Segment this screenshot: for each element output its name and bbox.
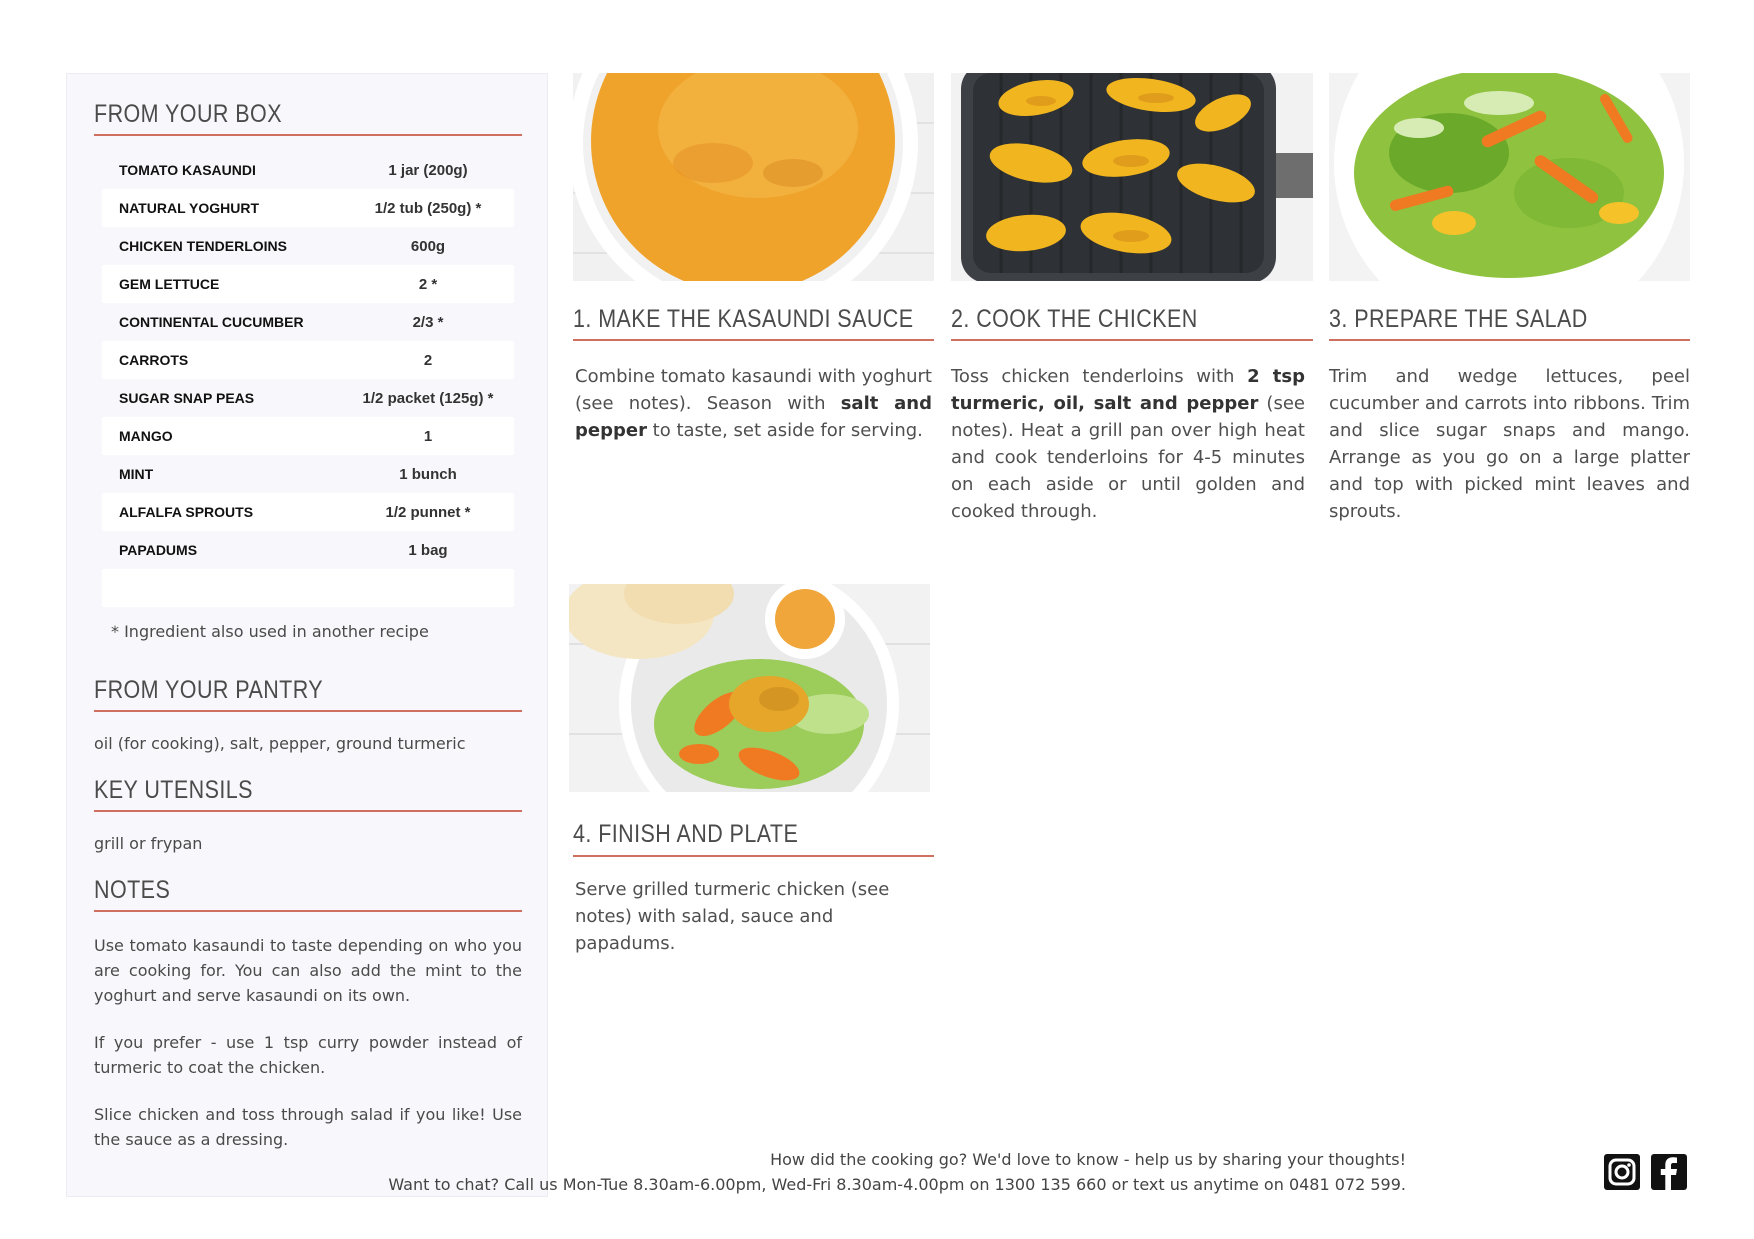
- step2-photo: [951, 73, 1313, 281]
- instagram-icon[interactable]: [1603, 1153, 1641, 1191]
- step3-photo: [1329, 73, 1690, 281]
- ingredient-row: [102, 455, 514, 493]
- step-text: Serve grilled turmeric chicken (see notes) with salad, sauce and papadums.: [575, 879, 890, 954]
- ingredient-qty: 2: [423, 352, 433, 369]
- step2-title: 2. COOK THE CHICKEN: [951, 305, 1198, 333]
- section-rule: [94, 710, 522, 712]
- ingredient-qty: 600g: [410, 238, 446, 255]
- ingredient-qty: 2 *: [418, 276, 438, 293]
- ingredient-row: [102, 151, 514, 189]
- ingredient-name: CONTINENTAL CUCUMBER: [119, 314, 304, 330]
- ingredient-name: GEM LETTUCE: [119, 276, 220, 292]
- section-rule: [94, 810, 522, 812]
- ingredient-qty: 1 bunch: [399, 466, 457, 483]
- step1-photo: [573, 73, 934, 281]
- ingredient-name: MANGO: [119, 428, 173, 444]
- ingredient-row: [102, 379, 514, 417]
- from-your-pantry-title: FROM YOUR PANTRY: [94, 676, 324, 704]
- feedback-footer: [388, 1147, 1406, 1197]
- ingredient-qty: 1/2 packet (125g) *: [362, 390, 494, 407]
- step-text: Combine tomato kasaundi with yoghurt (see notes). Season with: [575, 366, 932, 414]
- ingredient-qty: 2/3 *: [412, 314, 444, 331]
- ingredient-table: [102, 151, 514, 607]
- ingredient-qty: 1/2 punnet *: [385, 504, 471, 521]
- ingredients-sidebar: [66, 73, 548, 1197]
- utensils-text: grill or frypan: [94, 834, 203, 853]
- step2-body: [951, 363, 1305, 525]
- step-rule: [951, 339, 1313, 341]
- ingredient-row: [102, 417, 514, 455]
- step-bold-text: salt and pepper: [575, 393, 932, 441]
- ingredient-name: TOMATO KASAUNDI: [119, 162, 256, 178]
- step1-body: [575, 363, 932, 444]
- note-paragraph: If you prefer - use 1 tsp curry powder instead of turmeric to coat the chicken.: [94, 1033, 522, 1077]
- pantry-text: oil (for cooking), salt, pepper, ground turmeric: [94, 734, 466, 753]
- facebook-icon[interactable]: [1650, 1153, 1688, 1191]
- ingredient-row: [102, 341, 514, 379]
- step-text: Toss chicken tenderloins with: [951, 366, 1248, 387]
- step-rule: [573, 855, 934, 857]
- section-rule: [94, 910, 522, 912]
- ingredient-row: [102, 189, 514, 227]
- from-your-box-title: FROM YOUR BOX: [94, 100, 282, 128]
- note-paragraph: Use tomato kasaundi to taste depending on who you are cooking for. You can also add the mint to the yoghurt and serve kasaundi on its own.: [94, 936, 522, 1005]
- ingredient-row: [102, 303, 514, 341]
- ingredient-name: ALFALFA SPROUTS: [119, 504, 254, 520]
- ingredient-qty: 1/2 tub (250g) *: [374, 200, 482, 217]
- contact-line: Want to chat? Call us Mon-Tue 8.30am-6.00pm, Wed-Fri 8.30am-4.00pm on 1300 135 660 or text us anytime on 0481 072 599.: [388, 1175, 1406, 1194]
- ingredient-footnote: * Ingredient also used in another recipe: [111, 622, 429, 641]
- key-utensils-title: KEY UTENSILS: [94, 776, 253, 804]
- ingredient-name: NATURAL YOGHURT: [119, 200, 259, 216]
- section-rule: [94, 134, 522, 136]
- ingredient-row-empty: [102, 569, 514, 607]
- step-text: Trim and wedge lettuces, peel cucumber and carrots into ribbons. Trim and slice sugar snaps and mango. Arrange as you go on a large platter and top with picked mint leaves and sprouts.: [1329, 366, 1690, 522]
- notes-body: [94, 933, 522, 1174]
- step4-title: 4. FINISH AND PLATE: [573, 820, 799, 848]
- note-paragraph: Slice chicken and toss through salad if you like! Use the sauce as a dressing.: [94, 1105, 522, 1149]
- ingredient-row: [102, 493, 514, 531]
- ingredient-qty: 1: [423, 428, 433, 445]
- ingredient-row: [102, 227, 514, 265]
- ingredient-name: CHICKEN TENDERLOINS: [119, 238, 288, 254]
- ingredient-name: PAPADUMS: [119, 542, 198, 558]
- step-text: (see notes). Heat a grill pan over high heat and cook tenderloins for 4-5 minutes on each aside or until golden and cooked through.: [951, 393, 1305, 522]
- ingredient-name: SUGAR SNAP PEAS: [119, 390, 255, 406]
- step-rule: [573, 339, 934, 341]
- ingredient-qty: 1 bag: [408, 542, 448, 559]
- step-bold-text: 2 tsp turmeric, oil, salt and pepper: [951, 366, 1305, 414]
- step-rule: [1329, 339, 1690, 341]
- step1-title: 1. MAKE THE KASAUNDI SAUCE: [573, 305, 914, 333]
- feedback-line: How did the cooking go? We'd love to know - help us by sharing your thoughts!: [770, 1150, 1406, 1169]
- ingredient-row: [102, 265, 514, 303]
- ingredient-qty: 1 jar (200g): [388, 162, 468, 179]
- step3-body: [1329, 363, 1690, 525]
- ingredient-name: MINT: [119, 466, 154, 482]
- ingredient-name: CARROTS: [119, 352, 189, 368]
- step4-body: [575, 876, 934, 957]
- notes-title: NOTES: [94, 876, 171, 904]
- step-text: to taste, set aside for serving.: [646, 420, 923, 441]
- ingredient-row: [102, 531, 514, 569]
- step4-photo: [569, 584, 930, 792]
- step3-title: 3. PREPARE THE SALAD: [1329, 305, 1588, 333]
